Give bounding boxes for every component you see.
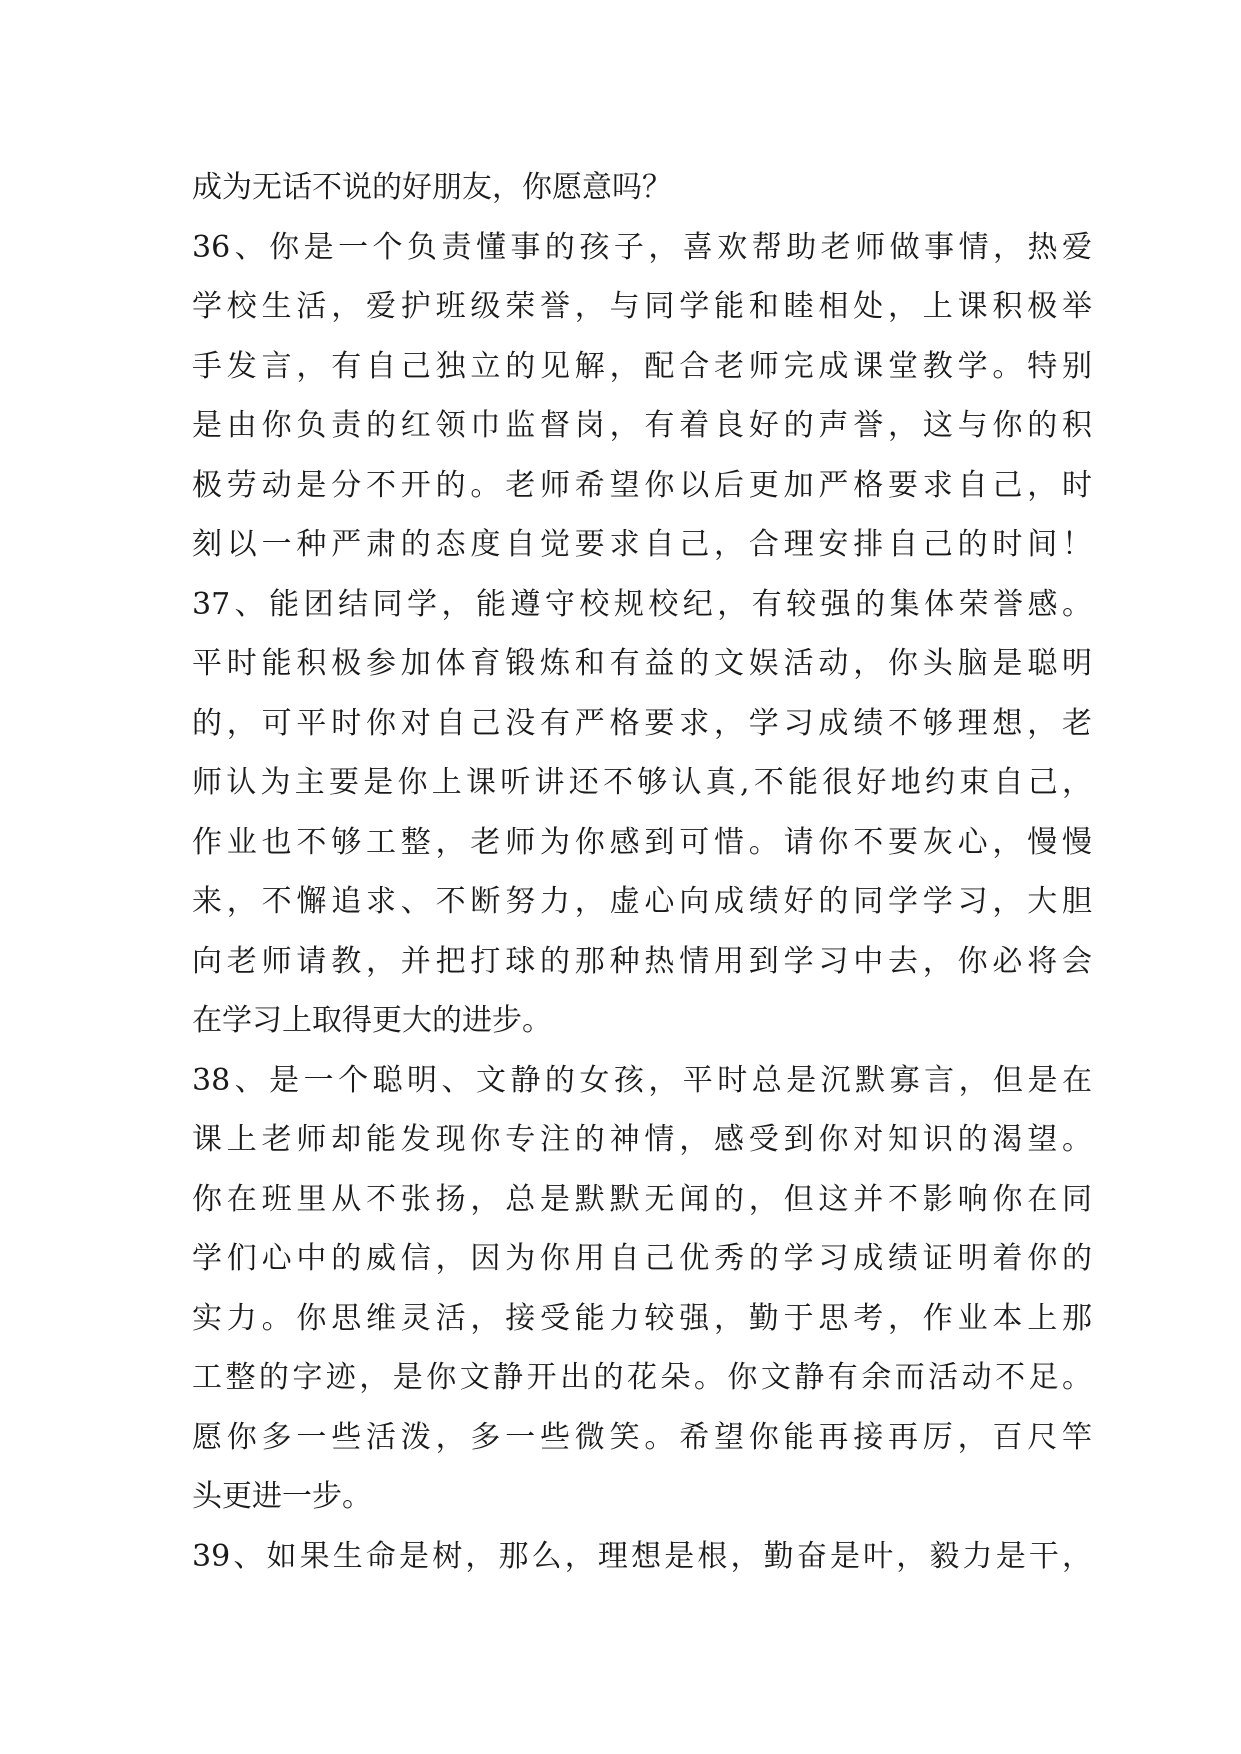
text-line: 在学习上取得更大的进步。	[192, 1003, 552, 1038]
text-line: 作业也不够工整，老师为你感到可惜。请你不要灰心，慢慢	[192, 824, 1092, 860]
text-line: 手发言，有自己独立的见解，配合老师完成课堂教学。特别	[192, 348, 1092, 384]
text-line: 成为无话不说的好朋友，你愿意吗？	[192, 170, 672, 205]
text-line: 来，不懈追求、不断努力，虚心向成绩好的同学学习，大胆	[192, 884, 1092, 919]
text-line: 课上老师却能发现你专注的神情，感受到你对知识的渴望。	[192, 1122, 1092, 1157]
text-line: 愿你多一些活泼，多一些微笑。希望你能再接再厉，百尺竿	[192, 1419, 1092, 1455]
document-body	[192, 158, 1092, 1586]
text-line: 学校生活，爱护班级荣誉，与同学能和睦相处，上课积极举	[192, 289, 1092, 324]
text-line: 极劳动是分不开的。老师希望你以后更加严格要求自己，时	[192, 467, 1092, 503]
text-line: 师认为主要是你上课听讲还不够认真,不能很好地约束自己，	[192, 765, 1092, 800]
text-line: 学们心中的威信，因为你用自己优秀的学习成绩证明着你的	[192, 1241, 1092, 1276]
text-line: 38、是一个聪明、文静的女孩，平时总是沉默寡言，但是在	[192, 1062, 1092, 1098]
text-line: 刻以一种严肃的态度自觉要求自己，合理安排自己的时间！	[192, 527, 1092, 562]
text-line: 39、如果生命是树，那么，理想是根，勤奋是叶，毅力是干，	[192, 1538, 1092, 1574]
text-line: 头更进一步。	[192, 1479, 372, 1514]
text-line: 36、你是一个负责懂事的孩子，喜欢帮助老师做事情，热爱	[192, 229, 1092, 265]
text-line: 是由你负责的红领巾监督岗，有着良好的声誉，这与你的积	[192, 408, 1092, 443]
text-line: 你在班里从不张扬，总是默默无闻的，但这并不影响你在同	[192, 1181, 1092, 1217]
text-line: 工整的字迹，是你文静开出的花朵。你文静有余而活动不足。	[192, 1360, 1092, 1395]
text-line: 的，可平时你对自己没有严格要求，学习成绩不够理想，老	[192, 705, 1092, 741]
text-line: 37、能团结同学，能遵守校规校纪，有较强的集体荣誉感。	[192, 586, 1092, 622]
text-line: 实力。你思维灵活，接受能力较强，勤于思考，作业本上那	[192, 1300, 1092, 1336]
text-line: 平时能积极参加体育锻炼和有益的文娱活动，你头脑是聪明	[192, 646, 1092, 681]
text-line: 向老师请教，并把打球的那种热情用到学习中去，你必将会	[192, 943, 1092, 979]
